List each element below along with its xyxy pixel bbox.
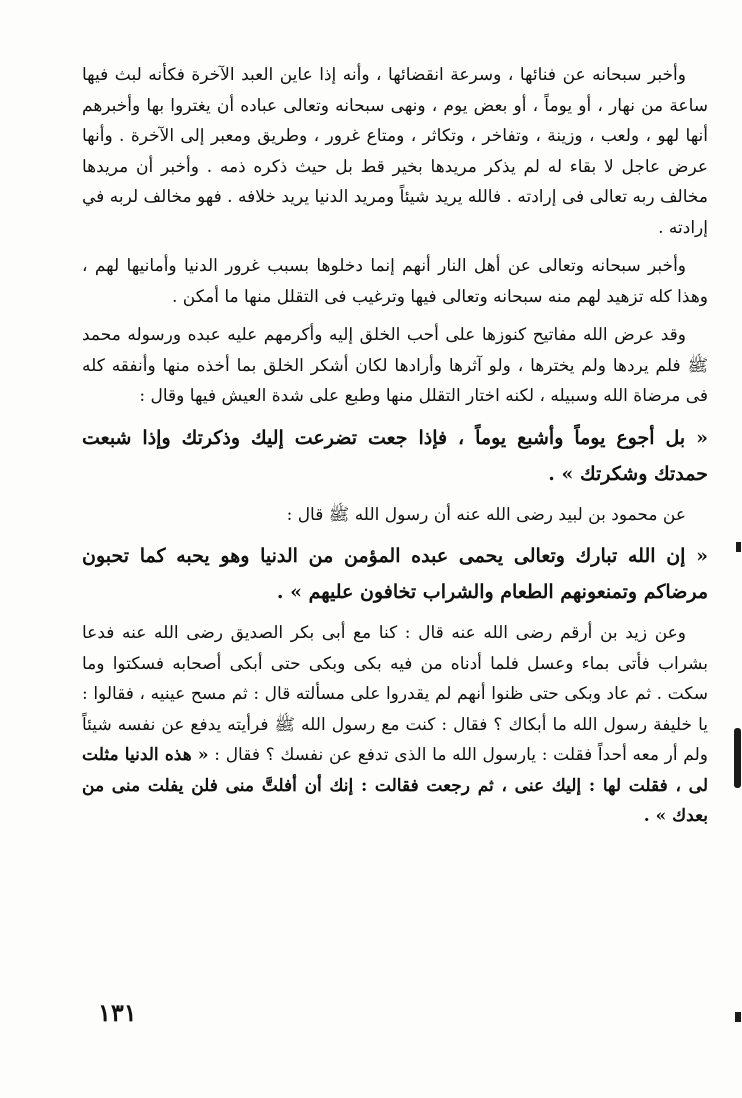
scan-artifact-mark (735, 1012, 741, 1022)
hadith-quote-hunger: « بل أجوع يوماً وأشبع يوماً ، فإذا جعت تضرعت إليك وذكرتك وإذا شبعت حمدتك وشكرتك » . (82, 426, 708, 485)
body-text (82, 60, 708, 840)
zaid-narration-text: وعن زيد بن أرقم رضى الله عنه قال : كنا مع أبى بكر الصديق رضى الله عنه فدعا بشراب فأتى بماء وعسل فلما أدناه من فيه بكى وبكى حتى أبكى أصحابه فسكتوا وما سكت . ثم عاد وبكى حتى ظنوا أنهم لم يقدروا على مسألته قال : ثم مسح عينيه ، فقالوا : يا خليفة رسول الله ما أبكاك ؟ فقال : كنت مع رسول الله ﷺ فرأيته يدفع عن نفسه شيئاً ولم أر معه أحداً فقلت : يارسول الله ما الذى تدفع عن نفسك ؟ فقال : (82, 623, 709, 765)
hadith-quote-world-appeared: « هذه الدنيا مثلت لى ، فقلت لها : إليك عنى ، ثم رجعت فقالت : إنك أن أفلتَّ منى فلن يفلت منى من بعدك » . (82, 745, 708, 826)
paragraph-keys-of-treasures: وقد عرض الله مفاتيح كنوزها على أحب الخلق إليه وأكرمهم عليه عبده ورسوله محمد ﷺ فلم يردها ولم يخترها ، ولو آثرها وأرادها لكان أشكر الخلق بما أخذه منها وأنفقه كله فى مرضاة الله وسبيله ، لكنه اختار التقلل منها وطبع على شدة العيش فيها وقال : (82, 325, 708, 406)
hadith-quote-protection: « إن الله تبارك وتعالى يحمى عبده المؤمن من الدنيا وهو يحبه كما تحبون مرضاكم وتمنعونهم الطعام والشراب تخافون عليهم » . (82, 545, 708, 603)
paragraph-people-of-fire: وأخبر سبحانه وتعالى عن أهل النار أنهم إنما دخلوها بسبب غرور الدنيا وأمانيها لهم ، وهذا كله تزهيد لهم منه سبحانه وتعالى فيها وترغيب فى التقلل منها ما أمكن . (82, 256, 708, 307)
page-number: ١٣١ (98, 998, 137, 1027)
paragraph-world-transience: وأخبر سبحانه عن فنائها ، وسرعة انقضائها ، وأنه إذا عاين العبد الآخرة فكأنه لبث فيها ساعة من نهار ، أو يوماً ، أو بعض يوم ، ونهى سبحانه وتعالى عباده أن يغتروا بها وأخبرهم أنها لهو ، ولعب ، وزينة ، وتفاخر ، وتكاثر ، ومتاع غرور ، وطريق ومعبر إلى الآخرة . وأنها عرض عاجل لا بقاء له لم يذكر مريدها بخير قط بل حيث ذكره ذمه . وأخبر أن مريدها مخالف ربه تعالى فى إرادته . فالله يريد شيئاً ومريد الدنيا يريد خلافه . فهو مخالف لربه في إرادته . (82, 65, 708, 238)
paragraph-zaid-ibn-arqam (82, 618, 708, 832)
scan-artifact-mark (736, 542, 741, 552)
scan-artifact-mark (734, 728, 741, 788)
narration-mahmoud-ibn-labid: عن محمود بن لبيد رضى الله عنه أن رسول الله ﷺ قال : (286, 504, 686, 525)
